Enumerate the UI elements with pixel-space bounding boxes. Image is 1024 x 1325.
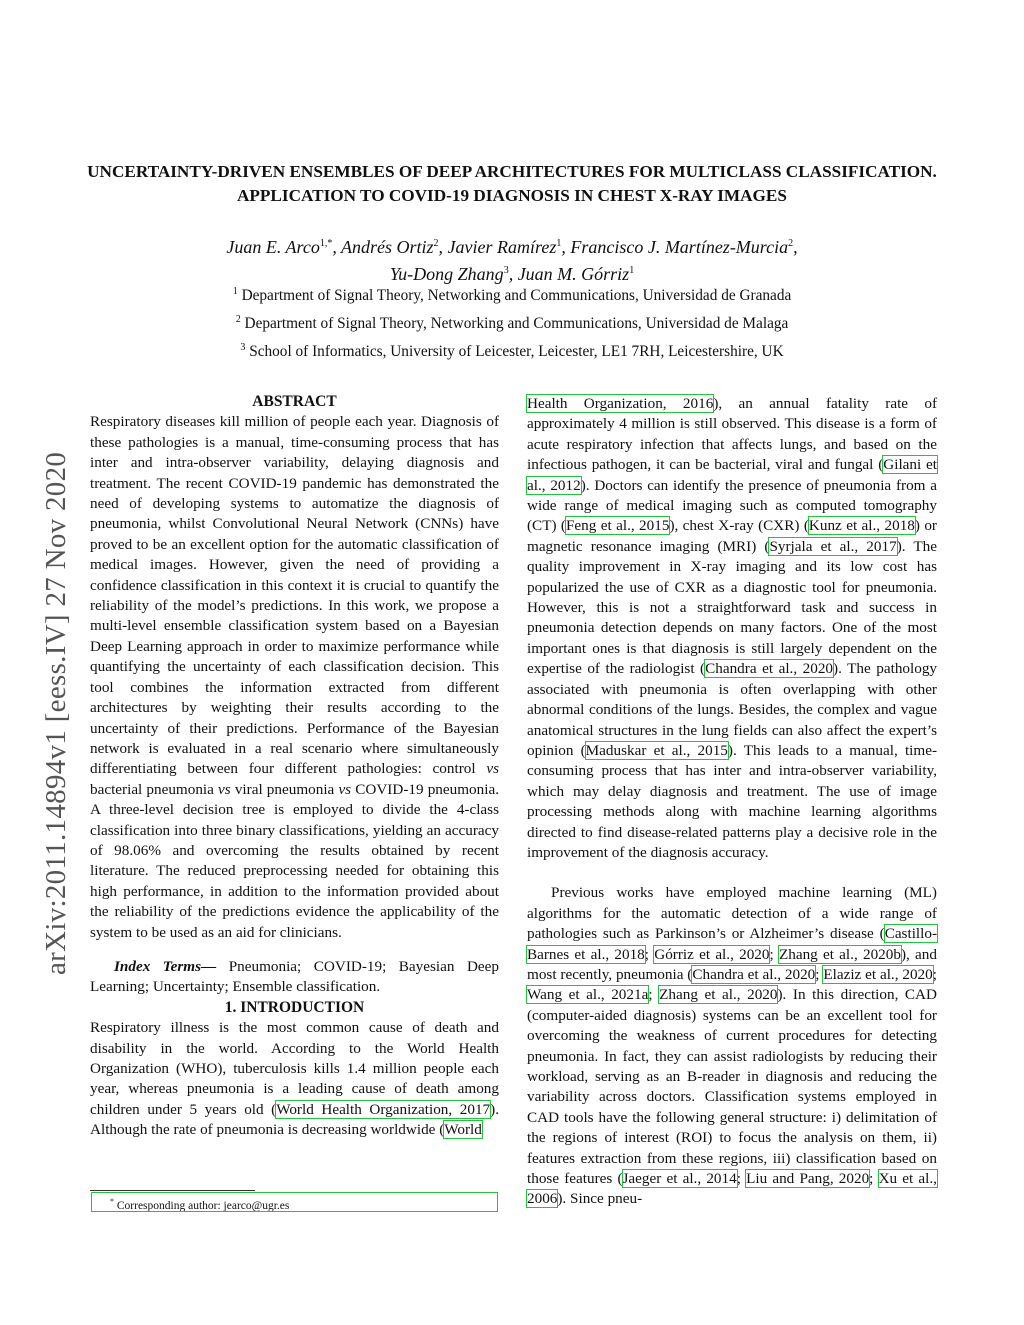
left-column bbox=[90, 392, 499, 1141]
author-affil-mark: 1 bbox=[629, 265, 635, 276]
citation-link[interactable]: Xu et al., 2006 bbox=[527, 1170, 937, 1208]
abstract-text: vs bbox=[486, 760, 499, 778]
citation-separator: ; bbox=[736, 1170, 747, 1188]
body-text: ), and most recently, pneumonia ( bbox=[527, 945, 937, 983]
citation-separator: ; bbox=[815, 965, 824, 983]
citation-link[interactable]: Wang et al., 2021a bbox=[527, 986, 649, 1004]
author-name: Javier Ramírez bbox=[447, 237, 557, 257]
affiliation bbox=[60, 336, 964, 364]
citation-link[interactable]: Zhang et al., 2020b bbox=[778, 945, 901, 963]
index-terms-label: Index Terms— bbox=[114, 957, 217, 975]
citation-separator: ; bbox=[644, 945, 655, 963]
footnote-mark: * bbox=[110, 1197, 114, 1206]
author-affil-mark: 2 bbox=[788, 238, 794, 249]
citation-separator: ; bbox=[869, 1170, 879, 1188]
affiliation-number: 1 bbox=[232, 286, 238, 297]
author-affil-mark: 2 bbox=[433, 238, 439, 249]
affiliation-text: Department of Signal Theory, Networking and Communications, Universidad de Malaga bbox=[244, 315, 789, 333]
citation-separator: ; bbox=[648, 986, 660, 1004]
footnote-divider bbox=[90, 1190, 255, 1191]
abstract-text: vs bbox=[218, 780, 231, 798]
affiliation bbox=[60, 280, 964, 308]
citation-link[interactable]: Chandra et al., 2020 bbox=[692, 965, 816, 983]
affiliation bbox=[60, 308, 964, 336]
author-affil-mark: 1,* bbox=[319, 238, 333, 249]
citation-link[interactable]: Górriz et al., 2020 bbox=[654, 945, 770, 963]
citation-link[interactable]: World bbox=[444, 1121, 482, 1139]
paper-title: UNCERTAINTY-DRIVEN ENSEMBLES OF DEEP ARCHITECTURES FOR MULTICLASS CLASSIFICATION. APPLICATION TO COVID-19 DIAGNOSIS IN CHEST X-RAY IMAGES bbox=[87, 162, 937, 205]
index-terms-text: Pneumonia; COVID-19; Bayesian Deep Learning; Uncertainty; Ensemble classification. bbox=[90, 957, 499, 996]
footnote[interactable] bbox=[92, 1193, 497, 1211]
arxiv-identifier-text: arXiv:2011.14894v1 [eess.IV] 27 Nov 2020 bbox=[40, 451, 72, 975]
author-name: Juan E. Arco bbox=[226, 237, 320, 257]
body-text: ). The pathology associated with pneumonia is often overlapping with other abnormal conditions of the lungs. Besides, the complex and vague anatomical structures in the lung fields can also affect the expert’s opinion ( bbox=[527, 660, 938, 759]
abstract-text: COVID-19 pneumonia. A three-level decision tree is employed to divide the 4-class classification into three binary classifications, yielding an accuracy of 98.06% and overcoming the results obtained by recent literature. The reduced preprocessing needed for obtaining this high performance, in addition to the information provided about the reliability of the predictions evidence the applicability of the system to be used as an aid for clinicians. bbox=[90, 780, 499, 941]
citation-link[interactable]: Health Organization, 2016 bbox=[527, 395, 714, 412]
author-name: Juan M. Górriz bbox=[517, 264, 630, 284]
citation-link[interactable]: Feng et al., 2015 bbox=[565, 517, 670, 535]
body-text: Respiratory illness is the most common cause of death and disability in the world. According to the World Health Organization (WHO), tuberculosis kills 1.4 million people each year, whereas pneumonia is a leading cause of death among children under 5 years old ( bbox=[90, 1019, 499, 1118]
affiliation-text: Department of Signal Theory, Networking and Communications, Universidad de Granada bbox=[241, 287, 792, 305]
affiliation-number: 2 bbox=[235, 314, 241, 326]
citation-link[interactable]: Kunz et al., 2018 bbox=[808, 517, 915, 535]
intro-paragraph bbox=[90, 1018, 499, 1140]
abstract-text: viral pneumonia bbox=[230, 780, 339, 798]
body-text: ). This leads to a manual, time-consuming process that has inter and intra-observer variability, which may delay diagnosis and treatment. The use of image processing methods along with machine learning algorithms directed to find disease-related patterns play a decisive role in the improvement of the diagnosis accuracy. bbox=[527, 741, 938, 861]
citation-separator: ; bbox=[769, 945, 779, 963]
affiliation-list bbox=[60, 280, 964, 364]
affiliation-number: 3 bbox=[240, 342, 246, 354]
abstract-text: vs bbox=[338, 780, 352, 798]
body-text: ). Since pneu- bbox=[557, 1190, 643, 1208]
author-affil-mark: 1 bbox=[556, 238, 562, 249]
body-text: ). Doctors can identify the presence of pneumonia from a wide range of medical imaging such as computed tomography (CT) ( bbox=[527, 476, 937, 535]
abstract-heading: ABSTRACT bbox=[252, 393, 337, 410]
author-affil-mark: 3 bbox=[503, 265, 509, 276]
citation-link[interactable]: Chandra et al., 2020 bbox=[705, 660, 834, 678]
body-text: ), chest X-ray (CXR) ( bbox=[669, 517, 809, 535]
citation-link[interactable]: Gilani et al., 2012 bbox=[527, 456, 937, 494]
body-text: ). In this direction, CAD (computer-aided diagnosis) systems can be an excellent tool for overcoming the weakness of current procedures for detecting pneumonia. In fact, they can assist radiologists by reducing their workload, serving as an B-reader in diagnosis and reducing the variability across doctors. Classification systems employed in CAD tools have the following general structure: i) delimitation of the regions of interest (ROI) to focus the analysis on them, ii) features extraction from these regions, iii) classification based on those features ( bbox=[527, 986, 937, 1188]
body-text: ) or magnetic resonance imaging (MRI) ( bbox=[527, 517, 937, 555]
author-name: Yu-Dong Zhang bbox=[389, 264, 504, 284]
body-text: ). Although the rate of pneumonia is decreasing worldwide ( bbox=[90, 1100, 499, 1139]
right-column bbox=[527, 394, 937, 1210]
intro-paragraph bbox=[527, 883, 937, 1210]
intro-paragraph bbox=[527, 394, 937, 863]
citation-link[interactable]: Jaeger et al., 2014 bbox=[622, 1170, 737, 1188]
index-terms bbox=[90, 957, 499, 998]
citation-link[interactable]: Liu and Pang, 2020 bbox=[746, 1170, 870, 1188]
author-list: Juan E. Arco$^{1,*}$, Andrés Ortiz$^2$, Javier Ramírez$^1$, Francisco J. Martínez-Murcia$^2$, Yu-Dong Zhang$^3$, Juan M. Górriz$^1$ bbox=[226, 237, 798, 284]
author-name: Francisco J. Martínez-Murcia bbox=[570, 237, 789, 257]
body-text: Previous works have employed machine learning (ML) algorithms for the automatic detection of a wide range of pathologies such as Parkinson’s or Alzheimer’s disease ( bbox=[527, 884, 937, 943]
body-text: ), an annual fatality rate of approximately 4 million is still observed. This disease is a form of acute respiratory infection that affects lungs, and based on the infectious pathogen, it can be bacterial, viral and fungal ( bbox=[527, 395, 938, 474]
citation-link[interactable]: World Health Organization, 2017 bbox=[276, 1100, 491, 1118]
affiliation-text: School of Informatics, University of Leicester, Leicester, LE1 7RH, Leicestershire, UK bbox=[249, 343, 784, 361]
citation-link[interactable]: Elaziz et al., 2020 bbox=[823, 965, 933, 983]
abstract-body bbox=[90, 412, 499, 943]
body-text: ). The quality improvement in X-ray imaging and its low cost has popularized the use of CXR as a diagnostic tool for pneumonia. However, this is not a straightforward task and success in pneumonia detection depends on many factors. One of the most important ones is that diagnosis is still largely dependent on the expertise of the radiologist ( bbox=[527, 537, 937, 678]
abstract-text: Respiratory diseases kill million of people each year. Diagnosis of these pathologies is a manual, time-consuming process that has inter and intra-observer variability, delaying diagnosis and treatment. The recent COVID-19 pandemic has demonstrated the need of developing systems to automatize the diagnosis of pneumonia, whilst Convolutional Neural Network (CNNs) have proved to be an excellent option for the automatic classification of medical images. However, given the need of providing a confidence classification in this context it is crucial to quantify the reliability of the model’s predictions. In this work, we propose a multi-level ensemble classification system based on a Bayesian Deep Learning approach in order to maximize performance while quantifying the uncertainty of each classification decision. This tool combines the information extracted from different architectures by weighting their results according to the uncertainty of their predictions. Performance of the Bayesian network is evaluated in a real scenario where simultaneously differentiating between four different pathologies: control bbox=[90, 413, 499, 778]
author-name: Andrés Ortiz bbox=[341, 237, 434, 257]
citation-link[interactable]: Syrjala et al., 2017 bbox=[769, 537, 897, 555]
citation-link[interactable]: Zhang et al., 2020 bbox=[659, 986, 778, 1004]
citation-separator: ; bbox=[932, 965, 937, 983]
citation-link[interactable]: Castillo-Barnes et al., 2018 bbox=[527, 925, 937, 963]
footnote-text: Corresponding author: jearco@ugr.es bbox=[116, 1199, 290, 1212]
section-heading: 1. INTRODUCTION bbox=[224, 998, 365, 1016]
abstract-text: bacterial pneumonia bbox=[90, 780, 219, 798]
citation-link[interactable]: Maduskar et al., 2015 bbox=[585, 741, 728, 759]
